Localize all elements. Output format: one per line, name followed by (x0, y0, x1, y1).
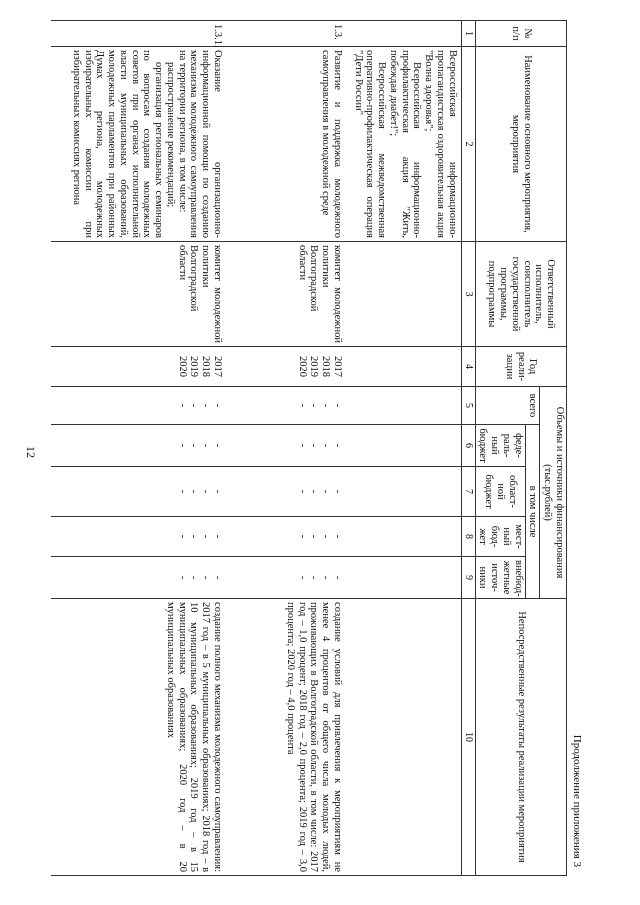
header-name: Наименование основного мероприятия, мероприятия (475, 47, 566, 242)
year: 2018 (320, 356, 332, 377)
header-results: Непосредственные результаты реализации мероприятия (475, 599, 566, 876)
year: 2019 (188, 356, 200, 377)
column-number: 6 (461, 425, 475, 467)
header-regional: област-ной бюджет (475, 467, 525, 517)
amount-extrabudget: - - - - (51, 557, 231, 599)
table-row (51, 21, 231, 876)
table-header (461, 21, 566, 876)
year: 2019 (308, 356, 320, 377)
row-years (51, 347, 231, 387)
header-total: всего (475, 387, 540, 425)
row-result (351, 599, 461, 876)
column-number: 5 (461, 387, 475, 425)
column-number: 7 (461, 467, 475, 517)
program-table (51, 20, 567, 876)
page-number: 12 (24, 446, 38, 458)
header-including: в том числе (525, 425, 540, 599)
amount-regional: - - - - (51, 467, 231, 517)
amount-regional: - - - - (231, 467, 351, 517)
row-result: создание полного механизма молодежного самоуправления: 2017 год – в 5 муниципальных образованиях; 2018 год – в 10 муниципальных образованиях; 2019 год – в 15 муниципальных образованиях; 2020 год – в 20 муниципальных образованиях (51, 599, 231, 876)
year: 2020 (176, 356, 188, 377)
amount-federal: - - - - (231, 425, 351, 467)
row-result: создание условий для привлечения к мероприятиям не менее 4 процентов от общего числа молодых людей, проживающих в Волгоградской области, в том числе: 2017 год – 1,0 процент; 2018 год – 2,0 процента; 2019 год – 3,0 процента; 2020 год – 4,0 процента (231, 599, 351, 876)
amount-extrabudget: - - - - (231, 557, 351, 599)
column-number: 1 (461, 21, 475, 47)
table-row (231, 21, 351, 876)
name-line: Всероссийская межведомственная оперативно-профилактическая операция "Дети России" (352, 50, 388, 238)
column-number: 3 (461, 242, 475, 347)
row-executor: комитет молодежной политики Волгоградской области (51, 242, 231, 347)
amount-local: - - - - (231, 517, 351, 557)
name-line: распространение рекомендаций; (165, 62, 176, 208)
table-row (351, 21, 461, 876)
row-name: Развитие и поддержка молодежного самоуправления в молодежной среде (231, 47, 351, 242)
column-number-row (461, 21, 475, 876)
name-line: Оказание организационно-информационной помощи по созданию механизма молодежного самоуправления на территории региона, в том числе: (176, 50, 223, 238)
header-local: мест-ный бюд-жет (475, 517, 525, 557)
name-line: Всероссийская информационно-пропагандистская оздоровительная акция "Волна здоровья"; (423, 50, 458, 238)
name-line: организация региональных семинаров по вопросам создания молодежных советов при органах исполнительной власти муниципальных образований, молодежных парламентов при районных Думах региона, молодежных избирательных комиссии при избирательных комиссиях региона (71, 50, 165, 238)
column-number: 4 (461, 347, 475, 387)
year: 2020 (296, 356, 308, 377)
amount-total: - - - - (51, 387, 231, 425)
header-year: Год реали-зации (475, 347, 566, 387)
year: 2018 (200, 356, 212, 377)
column-number: 10 (461, 599, 475, 876)
rotated-page (45, 20, 585, 875)
row-name (51, 47, 231, 242)
column-number: 2 (461, 47, 475, 242)
header-num: № п/п (475, 21, 566, 47)
header-financing: Объемы и источники финансирования (тыс.рублей) (540, 387, 567, 599)
row-number (351, 21, 461, 47)
row-executor (351, 242, 461, 347)
row-executor: комитет молодежной политики Волгоградской области (231, 242, 351, 347)
row-number: 1.3. (231, 21, 351, 47)
year: 2017 (332, 356, 343, 377)
amount-local: - - - - (51, 517, 231, 557)
continuation-note: Продолжение приложения 3 (571, 734, 583, 867)
name-line: Всероссийская информационно-профилактическая акция "Жить, побеждая диабет!"; (388, 50, 423, 238)
amount-federal: - - - - (51, 425, 231, 467)
amount-total: - - - - (231, 387, 351, 425)
column-number: 9 (461, 557, 475, 599)
row-number: 1.3.1. (51, 21, 231, 47)
year: 2017 (212, 356, 223, 377)
header-executor: Ответственный исполнитель, соисполнитель государственной программы, подпрограммы (475, 242, 566, 347)
row-name (351, 47, 461, 242)
header-extrabudget: внебюд-жетные источ-ники (475, 557, 525, 599)
column-number: 8 (461, 517, 475, 557)
row-years (231, 347, 351, 387)
header-federal: феде-раль-ный бюджет (475, 425, 525, 467)
